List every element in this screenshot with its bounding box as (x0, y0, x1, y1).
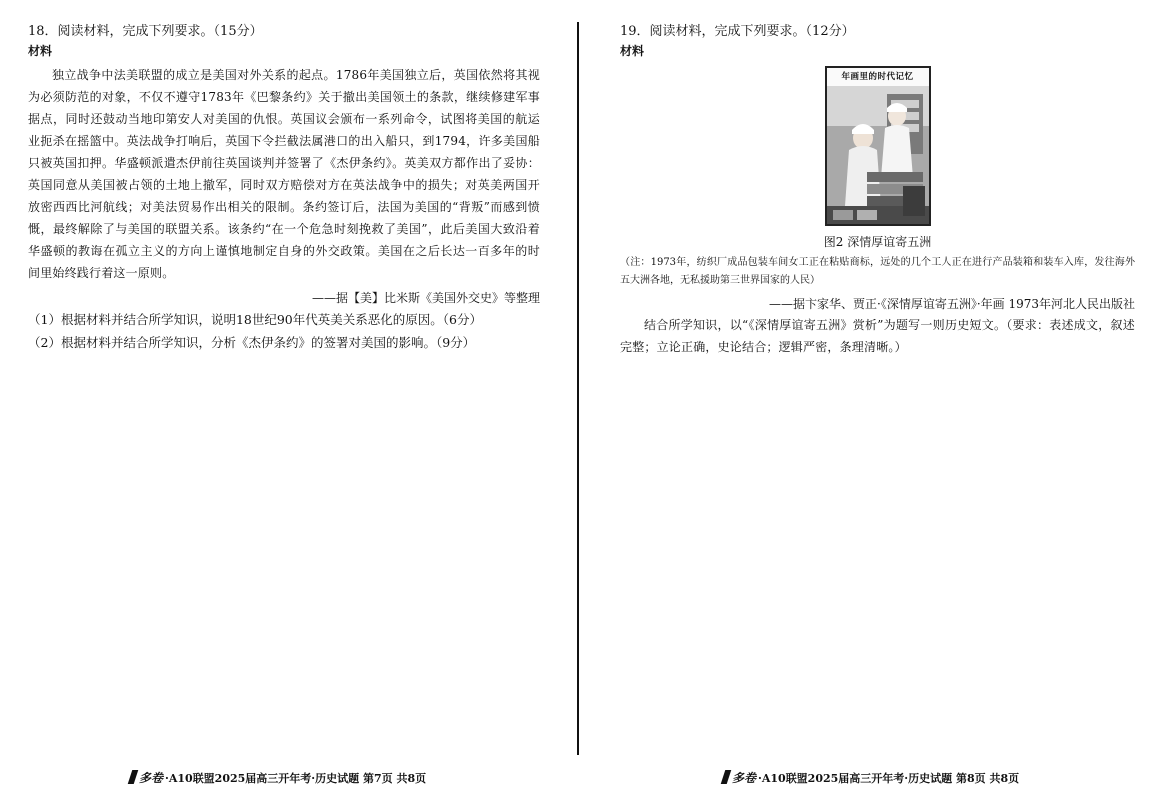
publisher-logo-icon (721, 770, 732, 784)
page-footer (723, 769, 1019, 786)
figure-note: （注：1973年，纺织厂成品包装车间女工正在粘贴商标，远处的几个工人正在进行产品装箱和装车入库，发往海外五大洲各地，无私援助第三世界国家的人民） (620, 257, 1135, 286)
sub-question-1: （1）根据材料并结合所学知识，说明18世纪90年代英美关系恶化的原因。（6分） (28, 312, 482, 327)
question-title: 19．阅读材料，完成下列要求。（12分） (620, 24, 855, 39)
sub-question-2: （2）根据材料并结合所学知识，分析《杰伊条约》的签署对美国的影响。（9分） (28, 335, 476, 350)
footer-text: ·A10联盟2025届高三开年考·历史试题 第8页 共8页 (758, 772, 1020, 785)
publisher-logo-icon (128, 770, 139, 784)
poster-image (825, 66, 931, 226)
question-18 (28, 22, 540, 354)
question-prompt: 结合所学知识，以“《深情厚谊寄五洲》赏析”为题写一则历史短文。（要求：表述成文，叙述完整；立论正确，史论结合；逻辑严密，条理清晰。） (620, 318, 1135, 354)
poster-title: 年画里的时代记忆 (827, 68, 929, 87)
figure-caption: 图2 深情厚谊寄五洲 (823, 235, 932, 249)
page-divider (577, 22, 579, 755)
poster-artwork-icon (827, 86, 929, 224)
right-page (580, 0, 1162, 800)
publisher-logo-text: 多卷 (732, 771, 757, 785)
material-label: 材料 (620, 44, 645, 58)
publisher-logo-text: 多卷 (139, 771, 164, 785)
question-title: 18．阅读材料，完成下列要求。（15分） (28, 24, 263, 39)
question-19 (620, 22, 1135, 358)
material-source: ——据【美】比米斯《美国外交史》等整理 (311, 291, 540, 305)
material-label: 材料 (28, 44, 53, 58)
material-paragraph: 独立战争中法美联盟的成立是美国对外关系的起点。1786年美国独立后，英国依然将其视为必须防范的对象，不仅不遵守1783年《巴黎条约》关于撤出美国领土的条款，继续修建军事据点，同时还鼓动当地印第安人对美国的仇恨。英国议会颁布一系列命令，试图将美国的航运业扼杀在摇篮中。英法战争打响后，英国下令拦截法属港口的出入船只，到1794，许多美国船只被英国扣押。华盛顿派遣杰伊前往英国谈判并签署了《杰伊条约》。英美双方都作出了妥协：英国同意从美国被占领的土地上撤军，同时双方赔偿对方在英法战争中的损失；对英美两国开放密西西比河航线；对美法贸易作出相关的限制。条约签订后，法国为美国的“背叛”而感到愤慨，最终解除了与美国的联盟关系。该条约“在一个危急时刻挽救了美国”，此后美国大致沿着华盛顿的教诲在孤立主义的方向上谨慎地制定自身的外交政策。美国在之后长达一百多年的时间里始终践行着这一原则。 (28, 68, 540, 280)
page-footer (130, 769, 426, 786)
figure-source: ——据卞家华、贾正·《深情厚谊寄五洲》·年画 1973年河北人民出版社 (769, 297, 1135, 311)
footer-text: ·A10联盟2025届高三开年考·历史试题 第7页 共8页 (165, 772, 427, 785)
left-page (0, 0, 578, 800)
